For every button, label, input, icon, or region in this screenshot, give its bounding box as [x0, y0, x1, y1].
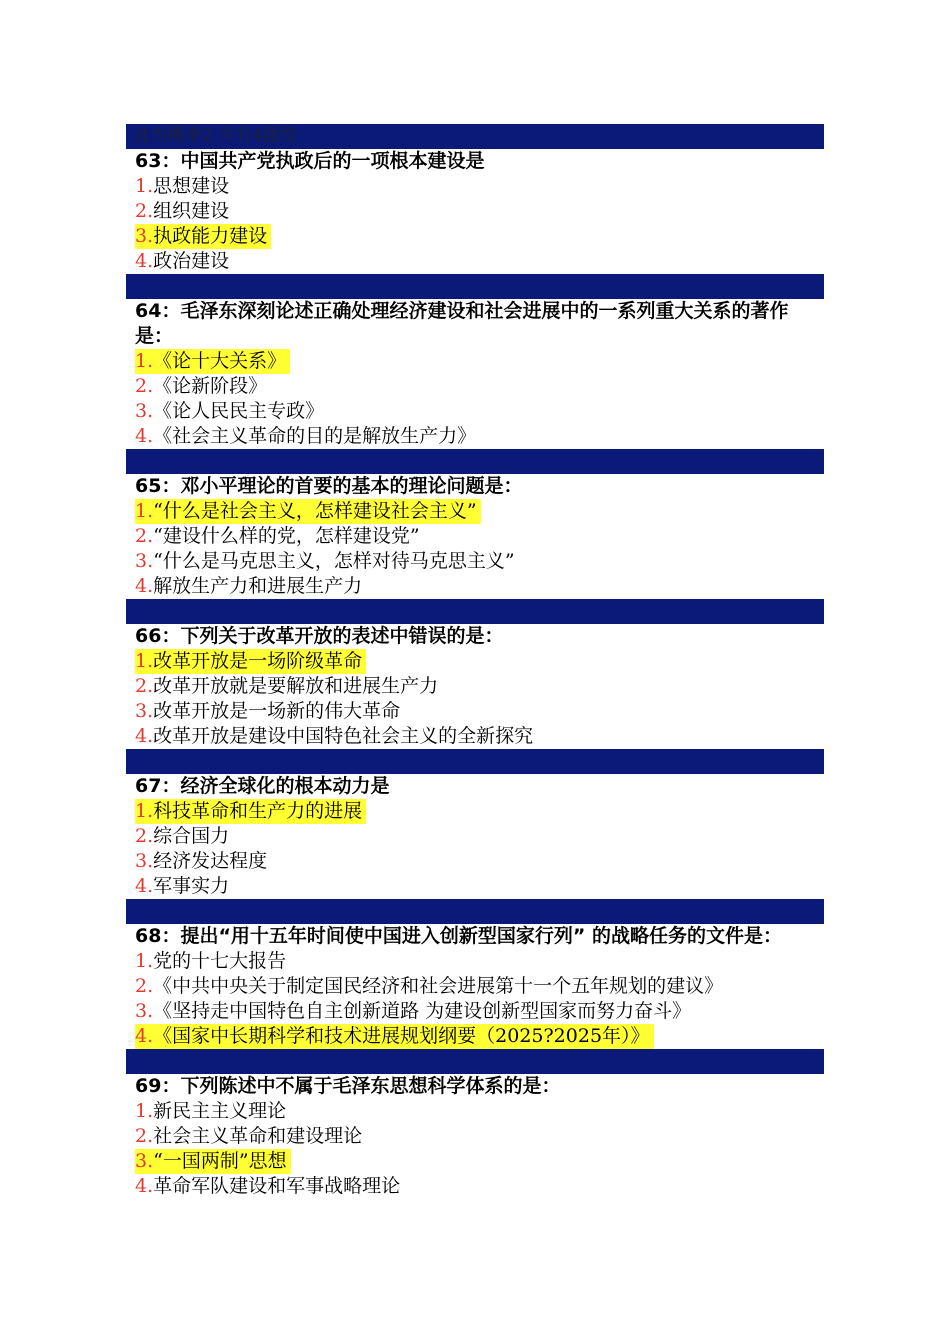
option-text: 执政能力建设 — [153, 225, 268, 247]
option-number: 3. — [135, 700, 154, 722]
separator-bar — [126, 449, 824, 474]
option-row[interactable] — [126, 874, 824, 899]
option-text: 军事实力 — [153, 875, 230, 897]
option-row-answer[interactable] — [126, 349, 824, 374]
option-text: “什么是社会主义，怎样建设社会主义” — [153, 500, 477, 522]
option-content — [135, 1024, 654, 1049]
option-number: 1. — [135, 175, 154, 197]
option-text: 《坚持走中国特色自主创新道路 为建设创新型国家而努力奋斗》 — [153, 1000, 692, 1022]
option-text: 《论新阶段》 — [153, 375, 268, 397]
option-text: 组织建设 — [153, 200, 230, 222]
question-block — [126, 1074, 824, 1199]
option-row[interactable] — [126, 524, 824, 549]
option-content — [135, 874, 229, 899]
option-number: 1. — [135, 350, 154, 372]
option-row[interactable] — [126, 674, 824, 699]
option-content — [135, 374, 267, 399]
option-row[interactable] — [126, 1174, 824, 1199]
option-number: 3. — [135, 1150, 154, 1172]
option-number: 3. — [135, 400, 154, 422]
option-number: 2. — [135, 375, 154, 397]
option-number: 1. — [135, 650, 154, 672]
option-text: 新民主主义理论 — [153, 1100, 287, 1122]
option-text: 《论人民民主专政》 — [153, 400, 325, 422]
option-row[interactable] — [126, 974, 824, 999]
option-number: 3. — [135, 850, 154, 872]
question-block — [126, 474, 824, 599]
question-title: 63：中国共产党执政后的一项根本建设是 — [135, 150, 485, 172]
option-content — [135, 649, 366, 674]
option-content — [135, 174, 229, 199]
separator-bar — [126, 599, 824, 624]
option-content — [135, 199, 229, 224]
option-text: 改革开放是一场新的伟大革命 — [153, 700, 401, 722]
question-title: 67：经济全球化的根本动力是 — [135, 775, 390, 797]
option-text: 党的十七大报告 — [153, 950, 287, 972]
separator-bar — [126, 274, 824, 299]
option-number: 1. — [135, 500, 154, 522]
option-text: 社会主义革命和建设理论 — [153, 1125, 363, 1147]
option-content — [135, 249, 229, 274]
question-block — [126, 774, 824, 899]
option-number: 4. — [135, 250, 154, 272]
option-content — [135, 549, 515, 574]
option-row[interactable] — [126, 724, 824, 749]
option-text: 改革开放是建设中国特色社会主义的全新探究 — [153, 725, 534, 747]
option-number: 1. — [135, 1100, 154, 1122]
option-number: 4. — [135, 1175, 154, 1197]
option-row[interactable] — [126, 999, 824, 1024]
question-block — [126, 624, 824, 749]
option-content — [135, 1149, 291, 1174]
option-number: 4. — [135, 1025, 154, 1047]
option-number: 4. — [135, 875, 154, 897]
option-row[interactable] — [126, 949, 824, 974]
option-number: 2. — [135, 975, 154, 997]
option-content — [135, 849, 267, 874]
option-content — [135, 674, 438, 699]
question-document — [126, 124, 824, 1199]
option-content — [135, 349, 290, 374]
header-bar — [126, 124, 824, 149]
option-content — [135, 724, 533, 749]
option-content — [135, 974, 723, 999]
option-text: 政治建设 — [153, 250, 230, 272]
option-row-answer[interactable] — [126, 499, 824, 524]
option-row[interactable] — [126, 824, 824, 849]
option-row[interactable] — [126, 399, 824, 424]
question-block — [126, 149, 824, 274]
option-row[interactable] — [126, 1124, 824, 1149]
option-row[interactable] — [126, 549, 824, 574]
separator-bar — [126, 749, 824, 774]
option-text: 经济发达程度 — [153, 850, 268, 872]
header-bar-text: 此为概率2 共有4题型 — [134, 126, 298, 146]
option-content — [135, 574, 362, 599]
option-text: 改革开放是一场阶级革命 — [153, 650, 363, 672]
option-row[interactable] — [126, 574, 824, 599]
option-text: 改革开放就是要解放和进展生产力 — [153, 675, 439, 697]
option-text: “一国两制”思想 — [153, 1150, 287, 1172]
option-content — [135, 1099, 286, 1124]
option-row[interactable] — [126, 849, 824, 874]
option-content — [135, 949, 286, 974]
separator-bar — [126, 1049, 824, 1074]
option-number: 2. — [135, 825, 154, 847]
option-content — [135, 699, 400, 724]
option-text: 思想建设 — [153, 175, 230, 197]
option-row[interactable] — [126, 174, 824, 199]
option-row[interactable] — [126, 424, 824, 449]
option-row-answer[interactable] — [126, 1024, 824, 1049]
option-content — [135, 1124, 362, 1149]
option-row[interactable] — [126, 699, 824, 724]
option-content — [135, 799, 366, 824]
question-title: 66：下列关于改革开放的表述中错误的是： — [135, 625, 504, 647]
option-row[interactable] — [126, 1099, 824, 1124]
option-text: 科技革命和生产力的进展 — [153, 800, 363, 822]
option-number: 2. — [135, 525, 154, 547]
option-row-answer[interactable] — [126, 1149, 824, 1174]
option-number: 4. — [135, 725, 154, 747]
option-row[interactable] — [126, 249, 824, 274]
option-content — [135, 824, 229, 849]
option-row[interactable] — [126, 374, 824, 399]
option-row[interactable] — [126, 199, 824, 224]
option-number: 4. — [135, 425, 154, 447]
option-content — [135, 524, 420, 549]
option-content — [135, 399, 324, 424]
option-number: 2. — [135, 675, 154, 697]
question-title: 64：毛泽东深刻论述正确处理经济建设和社会进展中的一系列重大关系的著作是： — [135, 300, 789, 347]
option-number: 2. — [135, 1125, 154, 1147]
question-list — [126, 149, 824, 1199]
question-block — [126, 924, 824, 1049]
option-row-answer[interactable] — [126, 649, 824, 674]
option-text: 革命军队建设和军事战略理论 — [153, 1175, 401, 1197]
option-text: 解放生产力和进展生产力 — [153, 575, 363, 597]
option-text: 《国家中长期科学和技术进展规划纲要（2025?2025年）》 — [153, 1025, 650, 1047]
option-number: 4. — [135, 575, 154, 597]
question-block — [126, 299, 824, 449]
option-number: 3. — [135, 225, 154, 247]
option-content — [135, 424, 476, 449]
option-row-answer[interactable] — [126, 799, 824, 824]
option-content — [135, 224, 271, 249]
question-title: 69：下列陈述中不属于毛泽东思想科学体系的是： — [135, 1075, 561, 1097]
question-title: 65：邓小平理论的首要的基本的理论问题是： — [135, 475, 523, 497]
option-number: 1. — [135, 800, 154, 822]
option-text: 《中共中央关于制定国民经济和社会进展第十一个五年规划的建议》 — [153, 975, 724, 997]
option-number: 1. — [135, 950, 154, 972]
option-content — [135, 499, 481, 524]
option-text: “什么是马克思主义，怎样对待马克思主义” — [153, 550, 515, 572]
option-text: 《论十大关系》 — [153, 350, 287, 372]
option-content — [135, 1174, 400, 1199]
option-text: 综合国力 — [153, 825, 230, 847]
question-title: 68：提出“用十五年时间使中国进入创新型国家行列” 的战略任务的文件是： — [135, 925, 783, 947]
option-number: 3. — [135, 550, 154, 572]
option-content — [135, 999, 691, 1024]
option-text: 《社会主义革命的目的是解放生产力》 — [153, 425, 477, 447]
option-number: 3. — [135, 1000, 154, 1022]
option-text: “建设什么样的党，怎样建设党” — [153, 525, 420, 547]
separator-bar — [126, 899, 824, 924]
option-number: 2. — [135, 200, 154, 222]
option-row-answer[interactable] — [126, 224, 824, 249]
